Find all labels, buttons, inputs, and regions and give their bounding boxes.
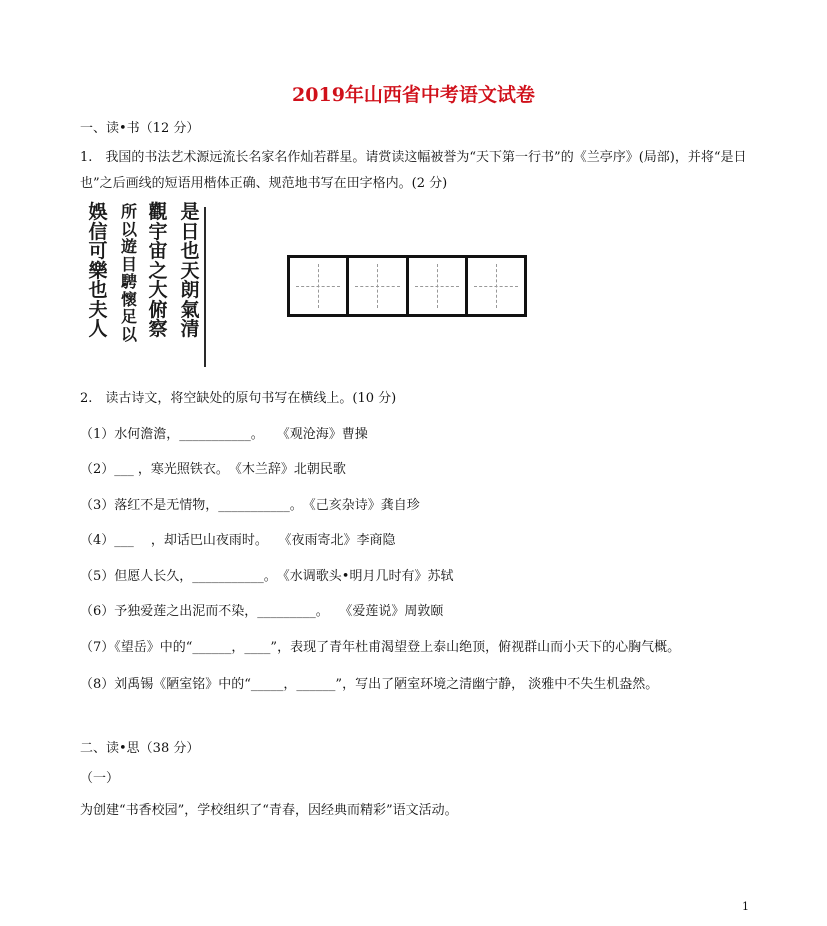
calligraphy-column-2: 觀 宇 宙 之 大 俯 察 [148, 201, 168, 340]
section2-subheading: （一） [80, 771, 120, 786]
question-2-heading: 2. 读古诗文，将空缺处的原句书写在横线上。(10 分) [80, 391, 397, 406]
tianzige-grid [287, 255, 527, 317]
q2-item-7: （7）《望岳》中的“______，____”，表现了青年杜甫渴望登上泰山绝顶，俯视群山而小天下的心胸气概。 [80, 640, 681, 655]
tianzige-cell[interactable] [468, 258, 524, 314]
tianzige-cell[interactable] [290, 258, 349, 314]
tianzige-cell[interactable] [349, 258, 408, 314]
page-number: 1 [742, 900, 749, 913]
calligraphy-divider [204, 207, 206, 367]
calligraphy-column-4: 娛 信 可 樂 也 夫 人 [88, 201, 108, 340]
q2-item-5: （5）但愿人长久，___________。 《水调歌头•明月几时有》苏轼 [80, 569, 454, 584]
q2-item-8: （8）刘禹锡《陋室铭》中的“_____，______”，写出了陋室环境之清幽宁静， 淡雅中不失生机盎然。 [80, 677, 659, 692]
calligraphy-column-3: 所 以 遊 目 騁 懷 足 以 [120, 202, 137, 344]
q2-item-4: （4）___ ，却话巴山夜雨时。 《夜雨寄北》李商隐 [80, 533, 396, 548]
calligraphy-image [80, 203, 210, 371]
tianzige-cell[interactable] [409, 258, 468, 314]
section1-heading: 一、读•书（12 分） [80, 121, 200, 136]
calligraphy-column-1: 是 日 也 天 朗 氣 清 [180, 201, 200, 340]
question-1-text: 1. 我国的书法艺术源远流长名家名作灿若群星。请赏读这幅被誉为“天下第一行书”的《兰亭序》(局部)，并将“是日也”之后画线的短语用楷体正确、规范地书写在田字格内。(2 分) [80, 150, 747, 191]
section2-intro: 为创建“书香校园”，学校组织了“青春，因经典而精彩”语文活动。 [80, 803, 458, 818]
q2-item-6: （6）予独爱莲之出泥而不染，_________。 《爱莲说》周敦颐 [80, 604, 444, 619]
q2-item-1: （1）水何澹澹，___________。 《观沧海》曹操 [80, 427, 368, 442]
page-title: 2019年山西省中考语文试卷 [292, 84, 535, 106]
q2-item-3: （3）落红不是无情物，___________。 《己亥杂诗》龚自珍 [80, 498, 420, 513]
q2-item-2: （2）___ ，寒光照铁衣。 《木兰辞》北朝民歌 [80, 462, 346, 477]
section2-heading: 二、读•思（38 分） [80, 741, 200, 756]
